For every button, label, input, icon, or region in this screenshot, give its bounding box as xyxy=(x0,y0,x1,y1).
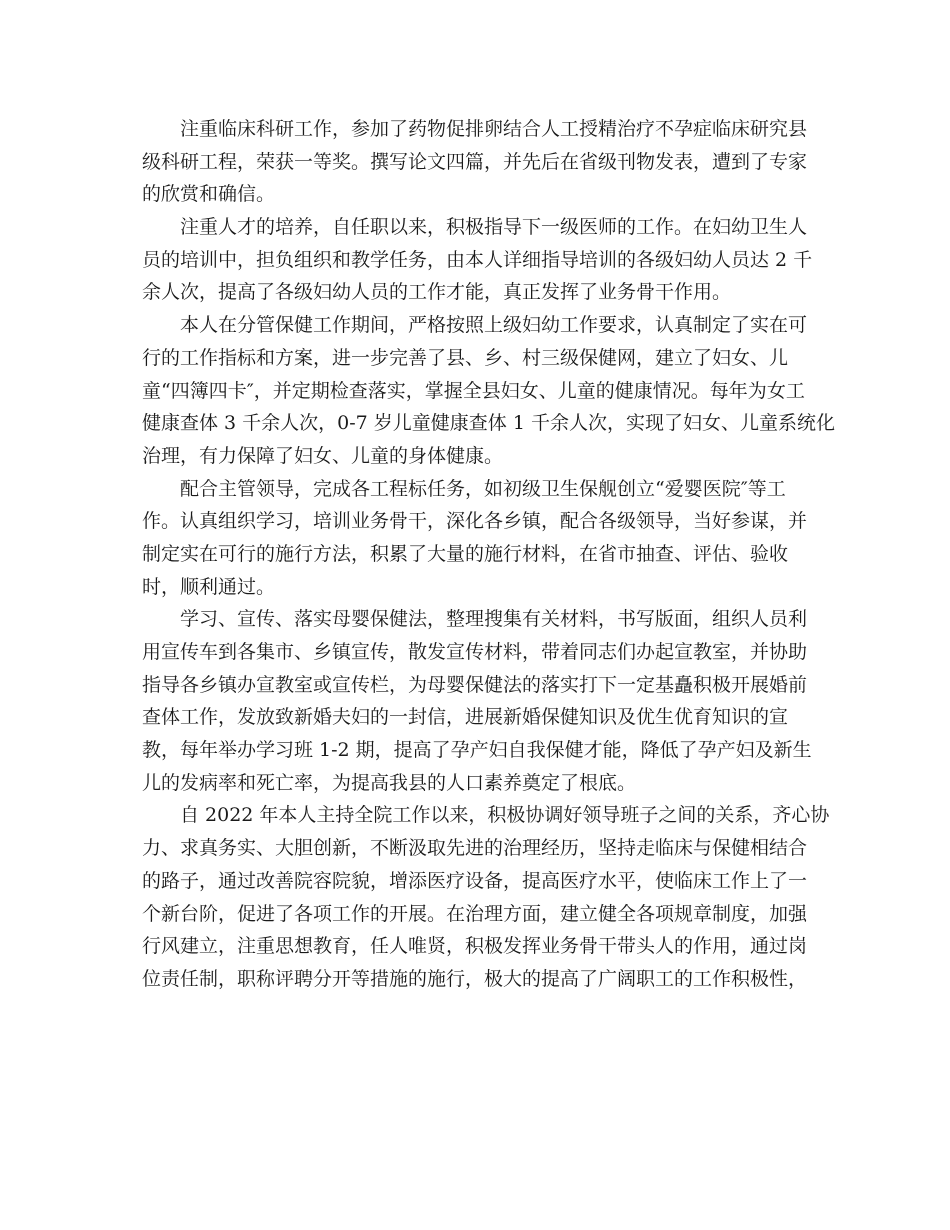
paragraph-line: 治理，有力保障了妇女、儿童的身体健康。 xyxy=(142,444,504,467)
paragraph xyxy=(142,799,830,995)
paragraph xyxy=(142,113,810,211)
paragraph-line: 时，顺利通过。 xyxy=(142,575,276,598)
paragraph-line: 配合主管领导，完成各工程标任务，如初级卫生保舰创立“爱婴医院″等工 xyxy=(180,477,786,500)
paragraph-line: 位责任制，职称评聘分开等措施的施行，极大的提高了广阔职工的工作积极性， xyxy=(142,967,808,990)
paragraph-line: 指导各乡镇办宣教室或宣传栏，为母婴保健法的落实打下一定基矗积极开展婚前 xyxy=(142,673,808,696)
paragraph xyxy=(142,603,810,799)
paragraph-line: 余人次，提高了各级妇幼人员的工作才能，真正发挥了业务骨干作用。 xyxy=(142,281,732,304)
paragraph-line: 的路子，通过改善院容院貌，增添医疗设备，提高医疗水平，使临床工作上了一 xyxy=(142,869,808,892)
paragraph-line: 制定实在可行的施行方法，积累了大量的施行材料，在省市抽查、评估、验收 xyxy=(142,542,789,565)
paragraph-line: 行风建立，注重思想教育，任人唯贤，积极发挥业务骨干带头人的作用，通过岗 xyxy=(142,935,808,958)
paragraph-line: 的欣赏和确信。 xyxy=(142,183,276,206)
paragraph-line: 教，每年举办学习班 1-2 期，提高了孕产妇自我保健才能，降低了孕产妇及新生 xyxy=(142,739,812,762)
paragraph-line: 儿的发病率和死亡率，为提高我县的人口素养奠定了根底。 xyxy=(142,771,637,794)
document-body xyxy=(142,113,835,996)
paragraph-line: 查体工作，发放致新婚夫妇的一封信，进展新婚保健知识及优生优育知识的宣 xyxy=(142,706,789,729)
paragraph-line: 个新台阶，促进了各项工作的开展。在治理方面，建立健全各项规章制度，加强 xyxy=(142,902,808,925)
paragraph-line: 童“四簿四卡″，并定期检查落实，掌握全县妇女、儿童的健康情况。每年为女工 xyxy=(142,379,805,402)
paragraph-line: 员的培训中，担负组织和教学任务，由本人详细指导培训的各级妇幼人员达 2 千 xyxy=(142,248,813,271)
paragraph-line: 健康查体 3 千余人次，0-7 岁儿童健康查体 1 千余人次，实现了妇女、儿童系统化 xyxy=(142,412,835,435)
paragraph-line: 注重人才的培养，自任职以来，积极指导下一级医师的工作。在妇幼卫生人 xyxy=(180,216,808,239)
paragraph-line: 自 2022 年本人主持全院工作以来，积极协调好领导班子之间的关系，齐心协 xyxy=(180,804,830,827)
paragraph-line: 行的工作指标和方案，进一步完善了县、乡、村三级保健网，建立了妇女、儿 xyxy=(142,346,789,369)
paragraph xyxy=(142,473,810,604)
paragraph-line: 级科研工程，荣获一等奖。撰写论文四篇，并先后在省级刊物发表，遭到了专家 xyxy=(142,150,808,173)
paragraph-line: 作。认真组织学习，培训业务骨干，深化各乡镇，配合各级领导，当好参谋，并 xyxy=(142,510,808,533)
paragraph-line: 本人在分管保健工作期间，严格按照上级妇幼工作要求，认真制定了实在可 xyxy=(180,314,808,337)
paragraph xyxy=(142,309,835,472)
paragraph-line: 注重临床科研工作，参加了药物促排卵结合人工授精治疗不孕症临床研究县 xyxy=(180,118,808,140)
paragraph-line: 用宣传车到各集市、乡镇宣传，散发宣传材料，带着同志们办起宣教室，并协助 xyxy=(142,641,808,663)
paragraph-line: 学习、宣传、落实母婴保健法，整理搜集有关材料，书写版面，组织人员利 xyxy=(180,608,808,631)
paragraph xyxy=(142,211,813,309)
paragraph-line: 力、求真务实、大胆创新，不断汲取先进的治理经历，坚持走临床与保健相结合 xyxy=(142,837,808,860)
